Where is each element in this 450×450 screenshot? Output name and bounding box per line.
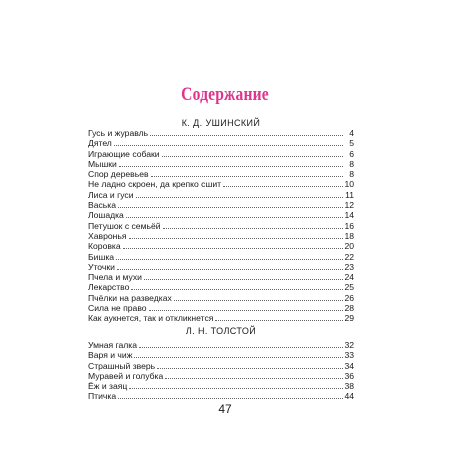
toc-leader-dots — [215, 313, 343, 321]
toc-entry — [88, 190, 354, 200]
toc-entry — [88, 210, 354, 220]
toc-entry-page: 34 — [344, 360, 354, 371]
toc-leader-dots — [134, 350, 343, 358]
toc-entry — [88, 179, 354, 189]
toc-entry — [88, 381, 354, 391]
toc-entry-title: Умная галка — [88, 340, 138, 350]
toc-leader-dots — [162, 149, 343, 157]
toc-entry-title: Бишка — [88, 251, 115, 262]
toc-leader-dots — [139, 340, 343, 348]
toc-entry-page: 23 — [344, 261, 354, 272]
toc-leader-dots — [129, 231, 343, 239]
toc-entry — [88, 313, 354, 323]
page-number: 47 — [218, 402, 232, 416]
toc-entry-page: 26 — [344, 292, 354, 303]
toc-leader-dots — [126, 210, 343, 218]
toc-entry-page: 33 — [344, 350, 354, 361]
toc-entry — [88, 293, 354, 303]
toc-entry — [88, 340, 354, 350]
toc-entry-title: Лошадка — [88, 210, 124, 221]
toc-entry — [88, 282, 354, 292]
toc-entry-page: 5 — [349, 138, 354, 149]
toc-leader-dots — [116, 252, 343, 260]
toc-list-tolstoy — [88, 340, 354, 402]
toc-entry-page: 14 — [344, 210, 354, 221]
toc-entry-page: 4 — [349, 128, 354, 138]
toc-entry-page: 20 — [344, 241, 354, 252]
toc-entry — [88, 149, 354, 159]
toc-entry-page: 8 — [349, 169, 354, 180]
toc-leader-dots — [114, 138, 343, 146]
toc-entry-title: Как аукнется, так и откликнется — [88, 313, 214, 324]
toc-entry-page: 11 — [345, 189, 354, 200]
toc-entry — [88, 272, 354, 282]
toc-leader-dots — [144, 272, 343, 280]
toc-leader-dots — [151, 169, 343, 177]
toc-entry-page: 6 — [349, 148, 354, 159]
toc-leader-dots — [118, 200, 343, 208]
toc-leader-dots — [119, 159, 343, 167]
toc-entry — [88, 169, 354, 179]
toc-entry-title: Петушок с семьёй — [88, 220, 161, 231]
toc-entry-page: 18 — [344, 230, 354, 241]
toc-entry — [88, 371, 354, 381]
toc-entry — [88, 303, 354, 313]
toc-entry-title: Коровка — [88, 241, 121, 252]
toc-entry-title: Лиса и гуси — [88, 189, 134, 200]
toc-entry — [88, 231, 354, 241]
toc-entry — [88, 361, 354, 371]
toc-entry-page: 8 — [349, 158, 354, 169]
toc-entry — [88, 252, 354, 262]
toc-entry-page: 44 — [344, 391, 354, 402]
toc-leader-dots — [123, 241, 343, 249]
toc-entry-page: 22 — [344, 251, 354, 262]
toc-leader-dots — [157, 361, 343, 369]
toc-entry-title: Лекарство — [88, 282, 130, 293]
toc-leader-dots — [136, 190, 343, 198]
toc-leader-dots — [223, 179, 343, 187]
toc-entry — [88, 350, 354, 360]
toc-entry-title: Птичка — [88, 391, 117, 402]
toc-leader-dots — [150, 128, 343, 136]
toc-entry-title: Уточки — [88, 261, 115, 272]
toc-list-ushinsky — [88, 128, 354, 324]
page-title: Содержание — [181, 84, 269, 105]
toc-entry-title: Пчёлки на разведках — [88, 292, 172, 303]
toc-entry-title: Ёж и заяц — [88, 381, 128, 392]
toc-entry-page: 24 — [344, 272, 354, 283]
toc-entry-page: 32 — [344, 340, 354, 350]
toc-leader-dots — [149, 303, 343, 311]
toc-entry-title: Спор деревьев — [88, 169, 149, 180]
toc-entry — [88, 200, 354, 210]
toc-entry — [88, 391, 354, 401]
toc-entry-page: 38 — [344, 381, 354, 392]
toc-entry-page: 10 — [344, 179, 354, 190]
toc-entry-title: Играющие собаки — [88, 148, 160, 159]
toc-entry-title: Варя и чиж — [88, 350, 133, 361]
toc-entry-title: Хавронья — [88, 230, 127, 241]
toc-entry-title: Сила не право — [88, 303, 147, 314]
toc-entry — [88, 262, 354, 272]
toc-entry-title: Страшный зверь — [88, 360, 156, 371]
toc-entry-title: Пчела и мухи — [88, 272, 142, 283]
toc-entry-title: Васька — [88, 200, 117, 211]
toc-leader-dots — [117, 262, 343, 270]
toc-entry — [88, 128, 354, 138]
toc-entry-page: 36 — [344, 370, 354, 381]
toc-entry-page: 16 — [344, 220, 354, 231]
toc-entry — [88, 221, 354, 231]
toc-leader-dots — [165, 371, 343, 379]
toc-entry — [88, 159, 354, 169]
section-author-tolstoy: Л. Н. ТОЛСТОЙ — [185, 326, 257, 336]
toc-entry — [88, 241, 354, 251]
toc-entry-title: Не ладно скроен, да крепко сшит — [88, 179, 222, 190]
toc-entry-title: Дятел — [88, 138, 112, 149]
toc-entry-page: 29 — [344, 313, 354, 324]
section-author-ushinsky: К. Д. УШИНСКИЙ — [181, 118, 261, 128]
toc-leader-dots — [118, 391, 343, 399]
toc-entry-title: Гусь и журавль — [88, 128, 149, 138]
toc-entry-title: Муравей и голубка — [88, 370, 164, 381]
toc-entry — [88, 138, 354, 148]
toc-leader-dots — [131, 282, 343, 290]
toc-leader-dots — [174, 293, 343, 301]
toc-entry-page: 12 — [344, 200, 354, 211]
toc-entry-title: Мышки — [88, 158, 117, 169]
toc-leader-dots — [163, 221, 343, 229]
toc-entry-page: 28 — [344, 303, 354, 314]
toc-entry-page: 25 — [344, 282, 354, 293]
toc-leader-dots — [129, 381, 343, 389]
